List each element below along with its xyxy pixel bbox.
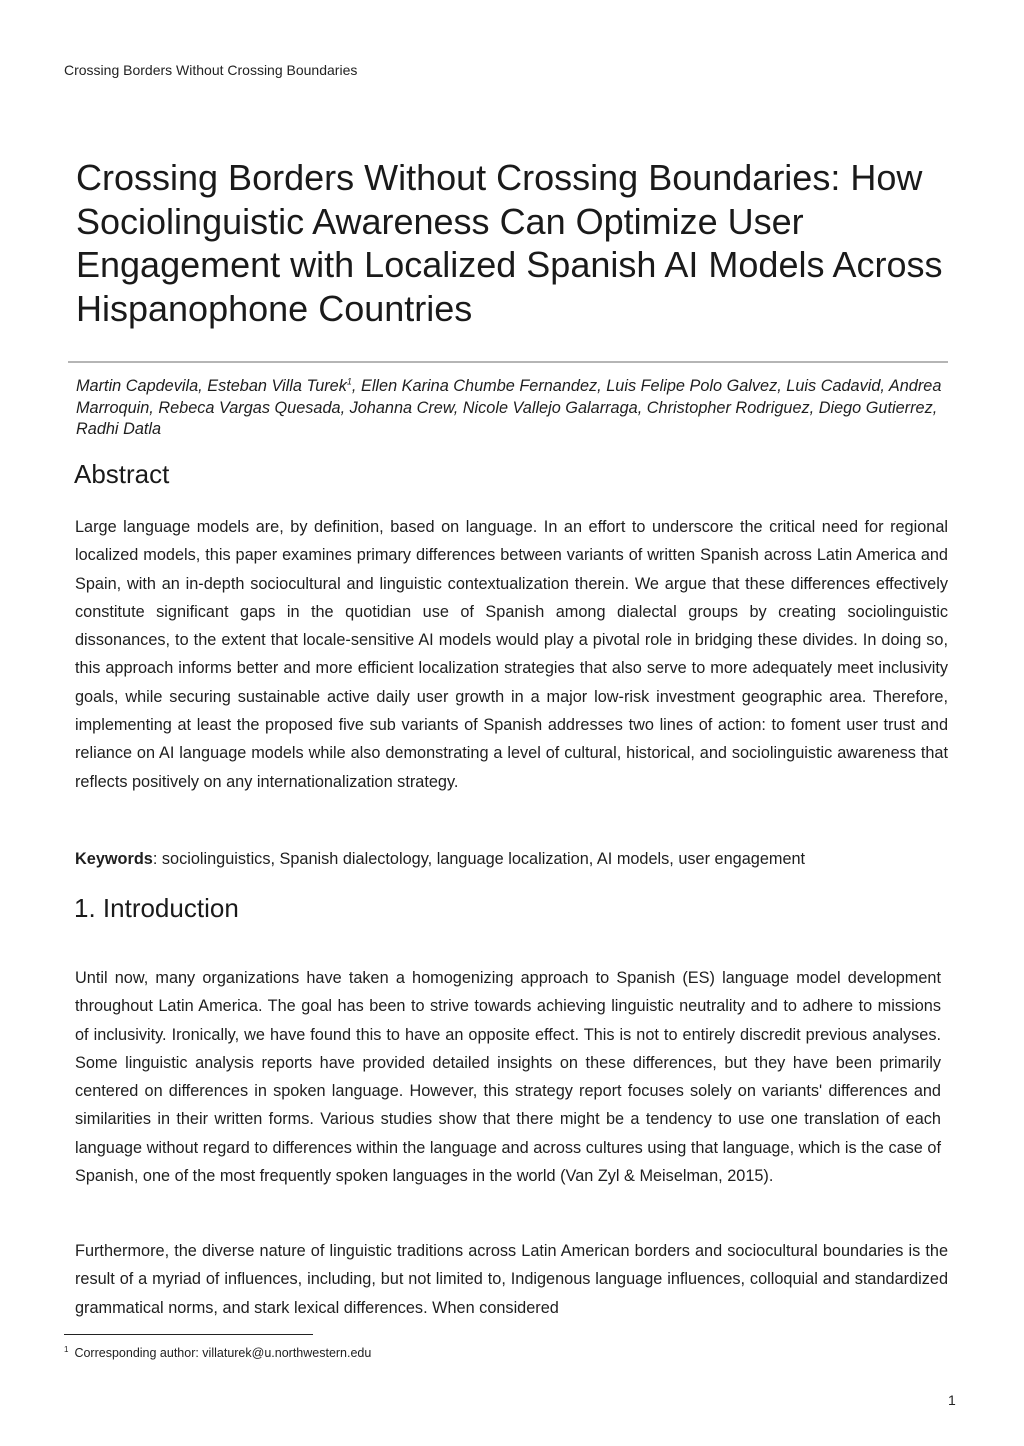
footnote-marker: 1 bbox=[64, 1345, 69, 1354]
keywords-label: Keywords bbox=[75, 850, 153, 868]
footnote-divider bbox=[64, 1334, 313, 1335]
introduction-heading: 1. Introduction bbox=[74, 893, 239, 923]
introduction-paragraph-2: Furthermore, the diverse nature of linguistic traditions across Latin American borders and sociocultural boundaries is the result of a myriad of influences, including, but not limited to, Indigenous language influences, colloquial and standardized grammatical norms, and stark lexical differences. When considered bbox=[75, 1242, 948, 1317]
author-list bbox=[76, 376, 948, 441]
abstract-text: Large language models are, by definition, based on language. In an effort to underscore the critical need for regional localized models, this paper examines primary differences between variants of written Spanish across Latin America and Spain, with an in-depth sociocultural and linguistic contextualization therein. We argue that these differences effectively constitute significant gaps in the quotidian use of Spanish among dialectal groups by creating sociolinguistic dissonances, to the extent that locale-sensitive AI models would play a pivotal role in bridging these divides. In doing so, this approach informs better and more efficient localization strategies that also serve to more adequately meet inclusivity goals, while securing sustainable active daily user growth in a major low-risk investment geographic area. Therefore, implementing at least the proposed five sub variants of Spanish addresses two lines of action: to foment user trust and reliance on AI language models while also demonstrating a level of cultural, historical, and sociolinguistic awareness that reflects positively on any internationalization strategy. bbox=[75, 518, 948, 791]
running-head: Crossing Borders Without Crossing Boundaries bbox=[64, 62, 358, 78]
authors-first: Martin Capdevila, Esteban Villa Turek bbox=[76, 377, 347, 395]
keywords-line bbox=[75, 845, 948, 873]
footnote bbox=[64, 1345, 371, 1360]
introduction-paragraph-1: Until now, many organizations have taken a homogenizing approach to Spanish (ES) language model development throughout Latin America. The goal has been to strive towards achieving linguistic neutrality and to adhere to missions of inclusivity. Ironically, we have found this to have an opposite effect. This is not to entirely discredit previous analyses. Some linguistic analysis reports have provided detailed insights on these differences, but they have been primarily centered on differences in spoken language. However, this strategy report focuses solely on variants' differences and similarities in their written forms. Various studies show that there might be a tendency to use one translation of each language without regard to differences within the language and across cultures using that language, which is the case of Spanish, one of the most frequently spoken languages in the world (Van Zyl & Meiselman, 2015). bbox=[75, 969, 941, 1186]
author-footnote-marker[interactable]: 1 bbox=[346, 376, 352, 387]
authors-rest: , Ellen Karina Chumbe Fernandez, Luis Felipe Polo Galvez, Luis Cadavid, Andrea Marroquin, Rebeca Vargas Quesada, Johanna Crew, Nicole Vallejo Galarraga, Christopher Rodriguez, Diego Gutierrez, Radhi Datla bbox=[76, 377, 942, 438]
footnote-text: Corresponding author: villaturek@u.northwestern.edu bbox=[74, 1346, 372, 1361]
page-number: 1 bbox=[948, 1392, 956, 1408]
paper-title: Crossing Borders Without Crossing Boundaries: How Sociolinguistic Awareness Can Optimize User Engagement with Localized Spanish AI Models Across Hispanophone Countries bbox=[76, 157, 943, 329]
title-divider bbox=[68, 361, 948, 363]
abstract-heading: Abstract bbox=[74, 459, 170, 489]
keywords-text: : sociolinguistics, Spanish dialectology, language localization, AI models, user engagement bbox=[152, 850, 806, 868]
